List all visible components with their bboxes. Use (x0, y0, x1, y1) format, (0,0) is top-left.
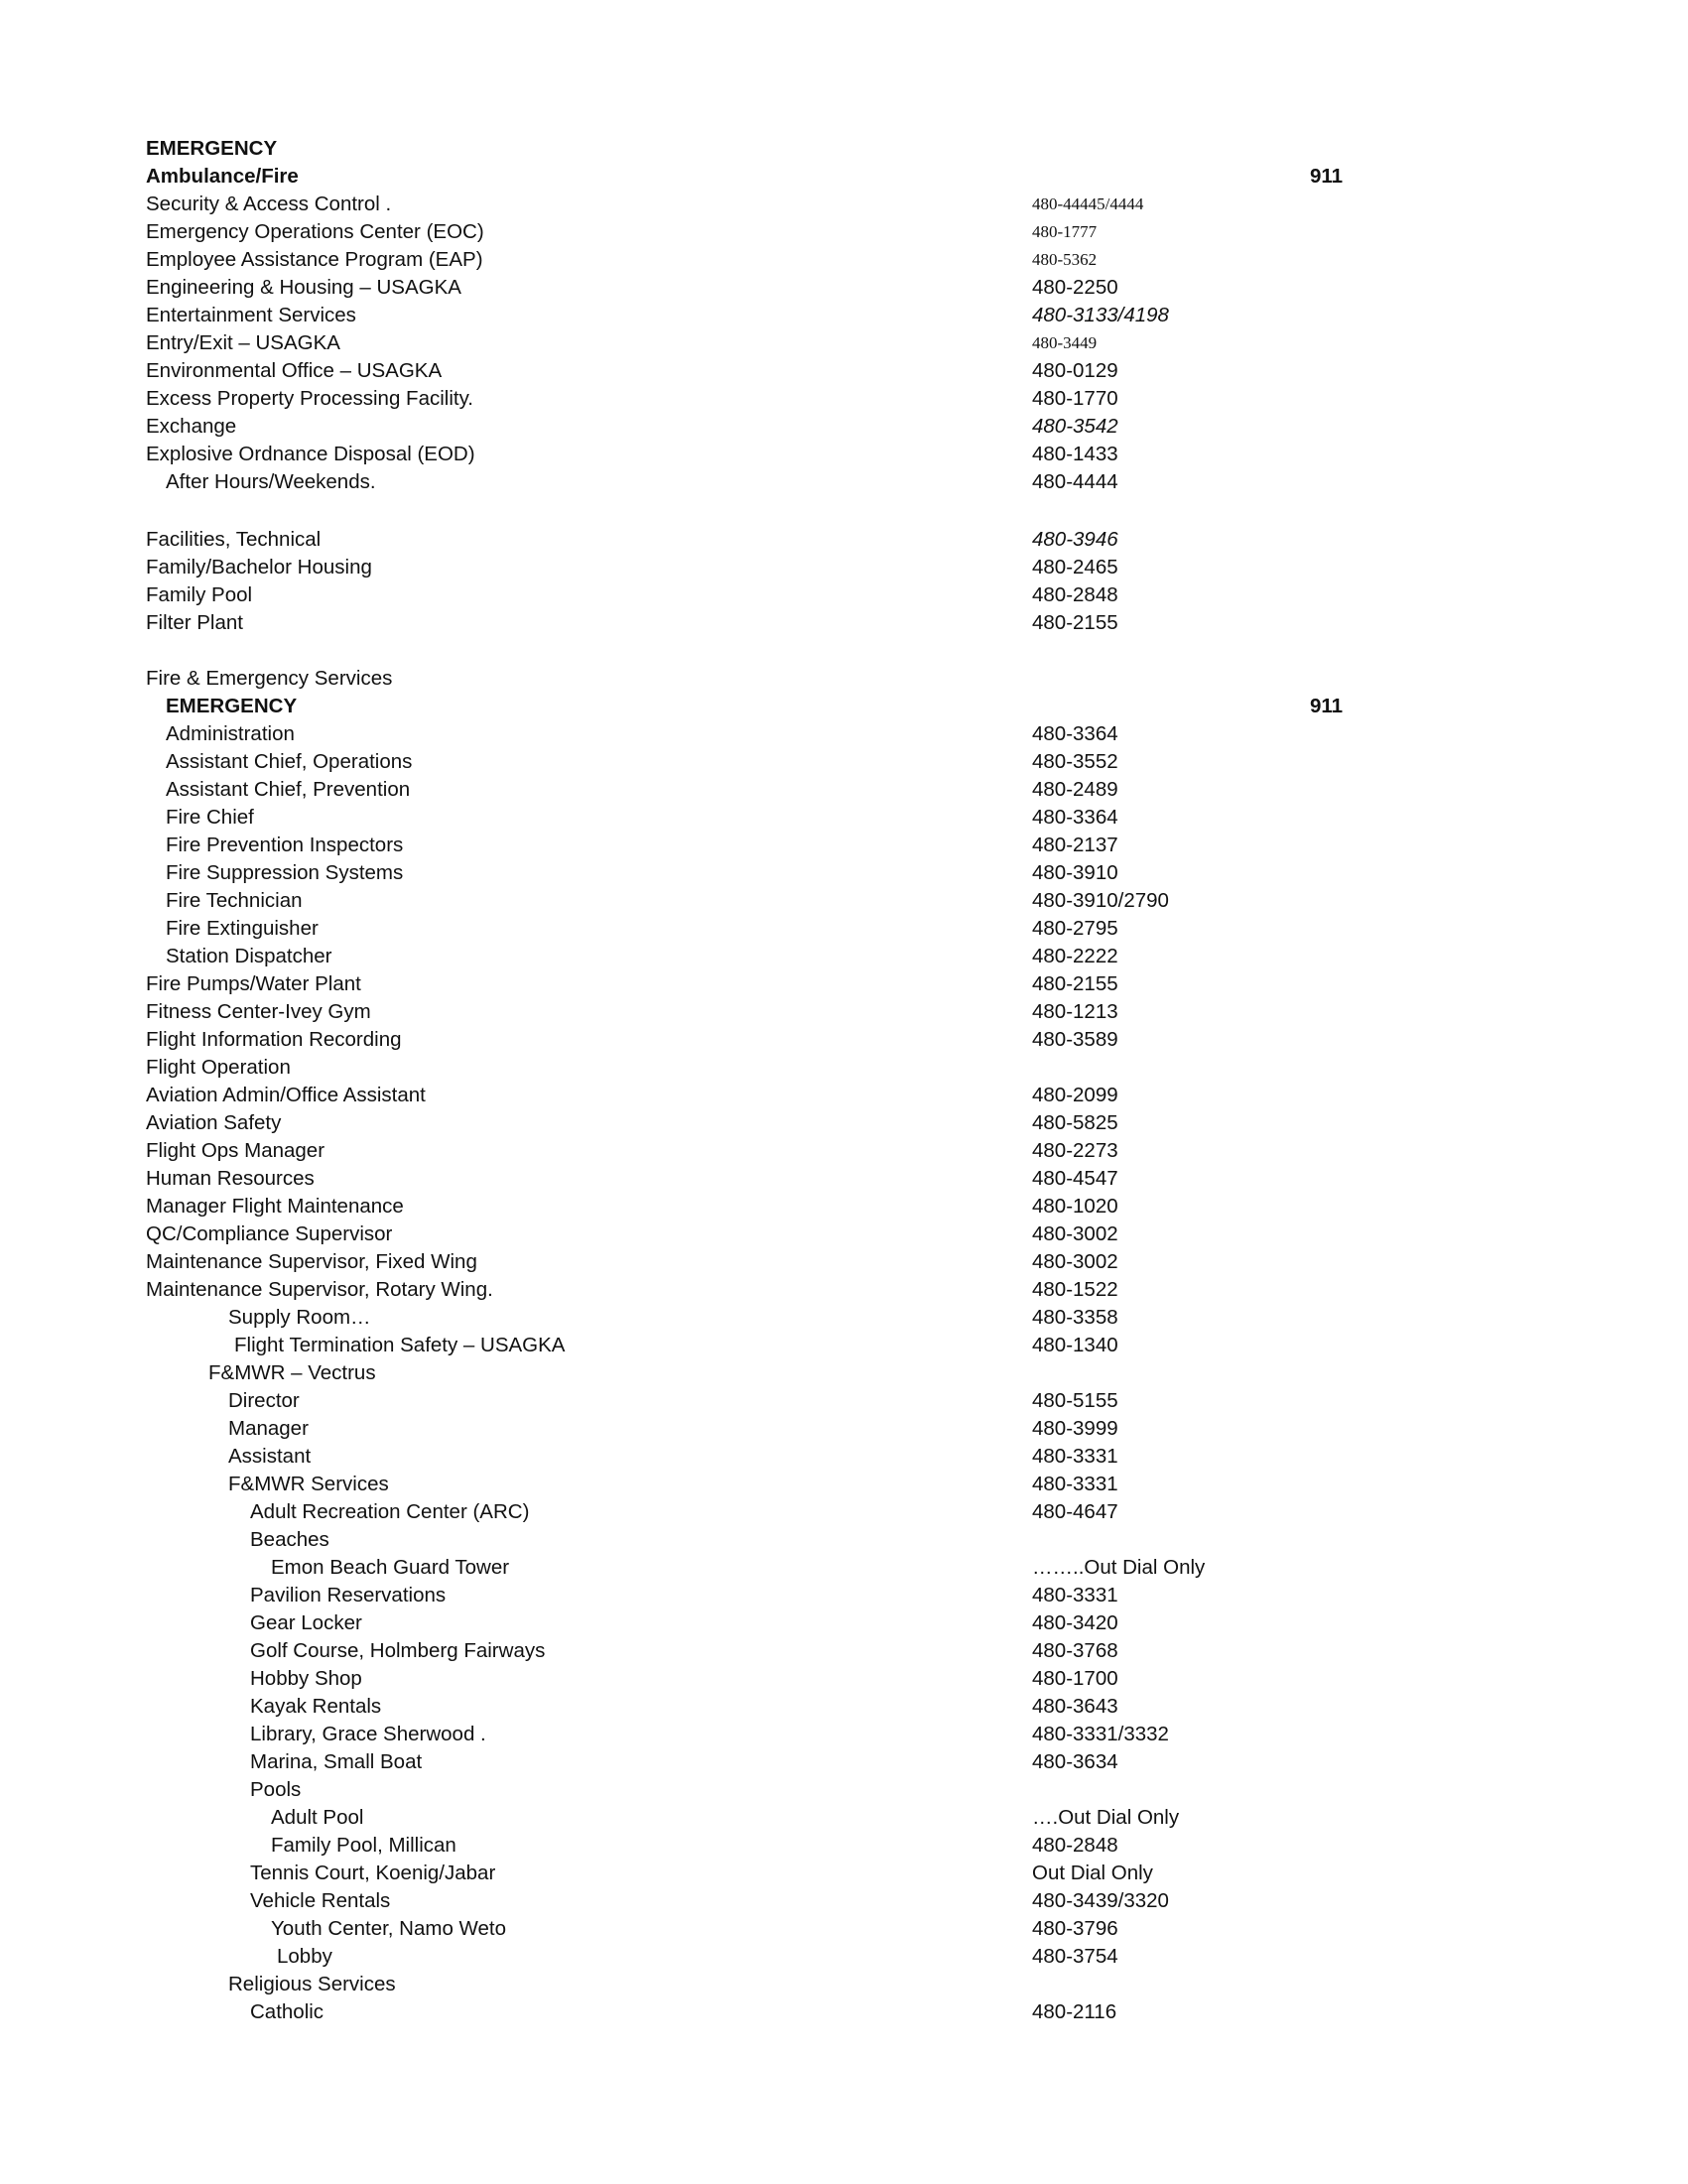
entry-phone: 480-5825 (1032, 1111, 1118, 1134)
directory-row-f-mwr-services (0, 1471, 1688, 1498)
directory-row-ambulance-fire (0, 163, 1688, 191)
entry-label: Tennis Court, Koenig/Jabar (250, 1862, 496, 1884)
entry-label: Adult Pool (271, 1806, 364, 1829)
entry-label: F&MWR – Vectrus (208, 1361, 376, 1384)
directory-row-pavilion-reservations (0, 1582, 1688, 1609)
entry-label: Kayak Rentals (250, 1695, 382, 1718)
entry-label: Golf Course, Holmberg Fairways (250, 1639, 546, 1662)
directory-row-fire-chief (0, 804, 1688, 832)
entry-label: Fitness Center-Ivey Gym (146, 1000, 371, 1023)
entry-label: Director (228, 1389, 300, 1412)
directory-row-administration (0, 720, 1688, 748)
directory-row-security-access-control (0, 191, 1688, 218)
entry-phone: 480-1433 (1032, 443, 1118, 465)
entry-label: Fire Extinguisher (166, 917, 319, 940)
entry-phone: 480-1213 (1032, 1000, 1118, 1023)
entry-phone: 480-3002 (1032, 1250, 1118, 1273)
entry-label: Explosive Ordnance Disposal (EOD) (146, 443, 475, 465)
directory-row-marina-small-boat (0, 1748, 1688, 1776)
entry-label: Assistant Chief, Operations (166, 750, 413, 773)
entry-phone: 480-1522 (1032, 1278, 1118, 1301)
entry-phone: 480-1340 (1032, 1334, 1118, 1356)
directory-row-employee-assistance-program-eap (0, 246, 1688, 274)
entry-phone: 480-3643 (1032, 1695, 1118, 1718)
entry-phone: 480-2137 (1032, 834, 1118, 856)
directory-row-adult-recreation-center-arc (0, 1498, 1688, 1526)
directory-row-maintenance-supervisor-rotary-wing (0, 1276, 1688, 1304)
entry-label: F&MWR Services (228, 1473, 389, 1495)
entry-phone: 480-2116 (1032, 2000, 1117, 2023)
directory-row-engineering-housing-usagka (0, 274, 1688, 302)
directory-row-flight-termination-safety-usagka (0, 1332, 1688, 1359)
entry-label: Fire Technician (166, 889, 303, 912)
entry-label: Manager Flight Maintenance (146, 1195, 404, 1218)
entry-phone: 480-3589 (1032, 1028, 1118, 1051)
entry-label: Entry/Exit – USAGKA (146, 331, 340, 354)
directory-row-exchange (0, 413, 1688, 441)
directory-row-family-pool-millican (0, 1832, 1688, 1860)
entry-label: Assistant Chief, Prevention (166, 778, 411, 801)
directory-row-assistant (0, 1443, 1688, 1471)
directory-row-emergency (0, 693, 1688, 720)
directory-row-filter-plant (0, 609, 1688, 637)
entry-phone: 480-3552 (1032, 750, 1118, 773)
directory-row-excess-property-processing-facility (0, 385, 1688, 413)
entry-label: Fire Chief (166, 806, 254, 829)
entry-label: Youth Center, Namo Weto (271, 1917, 507, 1940)
entry-phone: Out Dial Only (1032, 1862, 1153, 1884)
entry-phone: ….Out Dial Only (1032, 1806, 1180, 1829)
entry-label: Human Resources (146, 1167, 315, 1190)
entry-label: Flight Information Recording (146, 1028, 402, 1051)
entry-phone: 480-3331 (1032, 1584, 1118, 1606)
directory-row-emon-beach-guard-tower (0, 1554, 1688, 1582)
directory-row-director (0, 1387, 1688, 1415)
entry-label: Marina, Small Boat (250, 1750, 423, 1773)
entry-label: Aviation Safety (146, 1111, 282, 1134)
directory-row-supply-room (0, 1304, 1688, 1332)
entry-label: Environmental Office – USAGKA (146, 359, 443, 382)
directory-row-assistant-chief-operations (0, 748, 1688, 776)
entry-label: Flight Ops Manager (146, 1139, 325, 1162)
entry-phone: 480-44445/4444 (1032, 194, 1144, 213)
entry-phone: 480-3358 (1032, 1306, 1118, 1329)
directory-row-f-mwr-vectrus (0, 1359, 1688, 1387)
entry-phone: 480-2848 (1032, 1834, 1118, 1857)
entry-phone: 480-3331/3332 (1032, 1723, 1169, 1745)
directory-row-hobby-shop (0, 1665, 1688, 1693)
entry-phone: 480-1770 (1032, 387, 1118, 410)
entry-label: Station Dispatcher (166, 945, 332, 967)
directory-row-library-grace-sherwood (0, 1721, 1688, 1748)
entry-phone: 480-3364 (1032, 806, 1118, 829)
entry-label: Emon Beach Guard Tower (271, 1556, 510, 1579)
entry-label: Maintenance Supervisor, Fixed Wing (146, 1250, 477, 1273)
entry-label: Emergency Operations Center (EOC) (146, 220, 484, 243)
entry-phone: 480-0129 (1032, 359, 1118, 382)
directory-row-beaches (0, 1526, 1688, 1554)
entry-phone: 480-4444 (1032, 470, 1118, 493)
directory-row-emergency-operations-center-eoc (0, 218, 1688, 246)
entry-label: After Hours/Weekends. (166, 470, 376, 493)
entry-phone: 480-2099 (1032, 1084, 1118, 1106)
entry-phone: 480-1020 (1032, 1195, 1118, 1218)
directory-row-assistant-chief-prevention (0, 776, 1688, 804)
entry-label: Aviation Admin/Office Assistant (146, 1084, 426, 1106)
entry-label: Facilities, Technical (146, 528, 322, 551)
entry-phone: 480-2795 (1032, 917, 1118, 940)
directory-row-aviation-admin-office-assistant (0, 1082, 1688, 1109)
entry-label: EMERGENCY (166, 695, 298, 717)
entry-phone: 480-2489 (1032, 778, 1118, 801)
directory-row-aviation-safety (0, 1109, 1688, 1137)
entry-phone: ……..Out Dial Only (1032, 1556, 1206, 1579)
directory-row-facilities-technical (0, 526, 1688, 554)
directory-row-youth-center-namo-weto (0, 1915, 1688, 1943)
directory-row-gear-locker (0, 1609, 1688, 1637)
entry-phone: 480-1777 (1032, 222, 1098, 241)
entry-label: QC/Compliance Supervisor (146, 1222, 393, 1245)
entry-label: Security & Access Control . (146, 193, 392, 215)
directory-row-family-pool (0, 581, 1688, 609)
entry-phone: 480-3768 (1032, 1639, 1118, 1662)
entry-phone: 480-2273 (1032, 1139, 1118, 1162)
entry-phone: 480-3133/4198 (1032, 304, 1169, 326)
directory-row-fire-prevention-inspectors (0, 832, 1688, 859)
directory-row-after-hours-weekends (0, 468, 1688, 496)
entry-phone: 480-3331 (1032, 1445, 1118, 1468)
entry-phone: 480-3449 (1032, 333, 1098, 352)
entry-label: Assistant (228, 1445, 312, 1468)
entry-phone: 480-4547 (1032, 1167, 1118, 1190)
entry-phone: 480-5155 (1032, 1389, 1118, 1412)
directory-row-entertainment-services (0, 302, 1688, 329)
entry-label: Engineering & Housing – USAGKA (146, 276, 461, 299)
directory-row-fire-emergency-services (0, 665, 1688, 693)
entry-phone: 480-4647 (1032, 1500, 1118, 1523)
directory-row-kayak-rentals (0, 1693, 1688, 1721)
directory-row-station-dispatcher (0, 943, 1688, 970)
directory-row-maintenance-supervisor-fixed-wing (0, 1248, 1688, 1276)
directory-row-adult-pool (0, 1804, 1688, 1832)
entry-phone: 480-3331 (1032, 1473, 1118, 1495)
entry-label: Religious Services (228, 1973, 396, 1995)
entry-phone: 480-3634 (1032, 1750, 1118, 1773)
entry-label: Family/Bachelor Housing (146, 556, 372, 578)
directory-row-fire-extinguisher (0, 915, 1688, 943)
directory-row-pools (0, 1776, 1688, 1804)
entry-phone: 480-2465 (1032, 556, 1118, 578)
entry-phone: 911 (1310, 695, 1344, 717)
entry-label: Maintenance Supervisor, Rotary Wing. (146, 1278, 493, 1301)
entry-phone: 480-3946 (1032, 528, 1118, 551)
directory-row-tennis-court-koenig-jabar (0, 1860, 1688, 1887)
directory-row-manager-flight-maintenance (0, 1193, 1688, 1220)
directory-row-golf-course-holmberg-fairways (0, 1637, 1688, 1665)
entry-phone: 480-2155 (1032, 611, 1118, 634)
entry-phone: 480-2250 (1032, 276, 1118, 299)
entry-phone: 480-3002 (1032, 1222, 1118, 1245)
directory-row-family-bachelor-housing (0, 554, 1688, 581)
directory-row-human-resources (0, 1165, 1688, 1193)
directory-row-emergency (0, 135, 1688, 163)
entry-phone: 480-3420 (1032, 1611, 1118, 1634)
entry-phone: 480-5362 (1032, 250, 1098, 269)
entry-label: Supply Room… (228, 1306, 371, 1329)
entry-label: Ambulance/Fire (146, 165, 299, 188)
entry-phone: 480-3910/2790 (1032, 889, 1169, 912)
directory-row-flight-operation (0, 1054, 1688, 1082)
directory-row-manager (0, 1415, 1688, 1443)
entry-label: Family Pool (146, 583, 253, 606)
entry-label: Beaches (250, 1528, 329, 1551)
entry-label: Adult Recreation Center (ARC) (250, 1500, 530, 1523)
entry-label: Catholic (250, 2000, 325, 2023)
entry-phone: 480-3364 (1032, 722, 1118, 745)
entry-label: Flight Termination Safety – USAGKA (234, 1334, 566, 1356)
directory-row-environmental-office-usagka (0, 357, 1688, 385)
entry-phone: 480-2848 (1032, 583, 1118, 606)
entry-label: Fire & Emergency Services (146, 667, 393, 690)
entry-label: Administration (166, 722, 295, 745)
entry-label: Exchange (146, 415, 237, 438)
directory-row-flight-information-recording (0, 1026, 1688, 1054)
directory-row-fire-suppression-systems (0, 859, 1688, 887)
directory-row-fitness-center-ivey-gym (0, 998, 1688, 1026)
directory-row-religious-services (0, 1971, 1688, 1998)
entry-phone: 480-2222 (1032, 945, 1118, 967)
entry-label: Excess Property Processing Facility. (146, 387, 474, 410)
entry-label: Flight Operation (146, 1056, 291, 1079)
directory-row-fire-technician (0, 887, 1688, 915)
entry-label: Fire Suppression Systems (166, 861, 404, 884)
entry-label: Gear Locker (250, 1611, 362, 1634)
entry-label: Employee Assistance Program (EAP) (146, 248, 483, 271)
entry-label: Manager (228, 1417, 309, 1440)
entry-label: Pools (250, 1778, 302, 1801)
entry-label: Lobby (277, 1945, 332, 1968)
directory-row-flight-ops-manager (0, 1137, 1688, 1165)
entry-label: Family Pool, Millican (271, 1834, 456, 1857)
entry-phone: 480-3754 (1032, 1945, 1118, 1968)
entry-label: Library, Grace Sherwood . (250, 1723, 486, 1745)
directory-row-qc-compliance-supervisor (0, 1220, 1688, 1248)
entry-phone: 480-1700 (1032, 1667, 1118, 1690)
directory-row-vehicle-rentals (0, 1887, 1688, 1915)
directory-row-catholic (0, 1998, 1688, 2026)
directory-row-lobby (0, 1943, 1688, 1971)
entry-phone: 480-3542 (1032, 415, 1118, 438)
entry-phone: 480-3910 (1032, 861, 1118, 884)
entry-label: Pavilion Reservations (250, 1584, 447, 1606)
entry-phone: 480-3999 (1032, 1417, 1118, 1440)
entry-label: Fire Pumps/Water Plant (146, 972, 361, 995)
entry-label: EMERGENCY (146, 137, 278, 160)
directory-row-explosive-ordnance-disposal-eod (0, 441, 1688, 468)
entry-label: Vehicle Rentals (250, 1889, 391, 1912)
entry-label: Hobby Shop (250, 1667, 362, 1690)
entry-phone: 480-2155 (1032, 972, 1118, 995)
entry-phone: 911 (1310, 165, 1344, 188)
entry-phone: 480-3796 (1032, 1917, 1118, 1940)
entry-phone: 480-3439/3320 (1032, 1889, 1169, 1912)
entry-label: Fire Prevention Inspectors (166, 834, 404, 856)
entry-label: Filter Plant (146, 611, 243, 634)
directory-row-fire-pumps-water-plant (0, 970, 1688, 998)
directory-row-entry-exit-usagka (0, 329, 1688, 357)
entry-label: Entertainment Services (146, 304, 356, 326)
